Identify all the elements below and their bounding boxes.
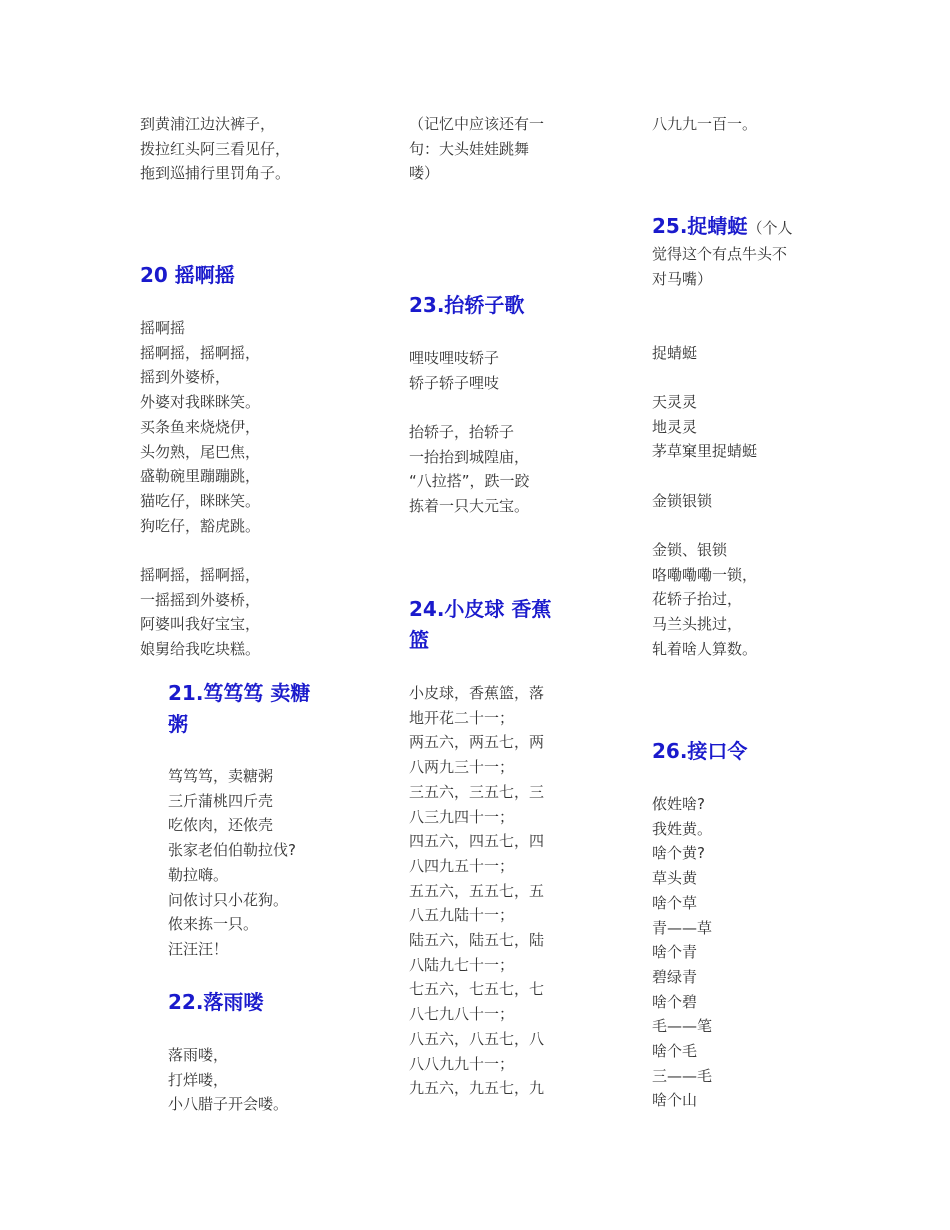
text-line: 草头黄 bbox=[652, 869, 698, 888]
text-line: 金锁、银锁 bbox=[652, 541, 728, 559]
col3-top-lines bbox=[652, 112, 757, 137]
text-line: 拖到巡捕行里罚角子。 bbox=[140, 164, 291, 183]
text-line: 句：大头娃娃跳舞 bbox=[409, 139, 530, 158]
text-line: 摇到外婆桥， bbox=[140, 368, 231, 387]
text-line: 我姓黄。 bbox=[652, 819, 713, 838]
text-line: 八八九九十一； bbox=[409, 1054, 515, 1073]
section-25-sub-title: 金锁银锁 bbox=[652, 492, 713, 510]
text-line: 咯嘞嘞嘞一锁， bbox=[652, 565, 758, 584]
text-line: 一摇摇到外婆桥， bbox=[140, 590, 261, 609]
section-26-heading: 26.接口令 bbox=[652, 739, 748, 763]
text-line: 八五六，八五七，八 bbox=[409, 1029, 545, 1048]
section-23-lines-2 bbox=[409, 420, 530, 519]
section-25-title-line: 捉蜻蜓 bbox=[652, 344, 698, 362]
section-25-note-lines bbox=[652, 242, 787, 291]
text-line: 毛——笔 bbox=[652, 1017, 713, 1036]
text-line: 摇啊摇，摇啊摇， bbox=[140, 566, 261, 584]
text-line: 轿子轿子哩吱 bbox=[409, 373, 500, 392]
text-line: 轧着啥人算数。 bbox=[652, 639, 758, 658]
text-line: 觉得这个有点牛头不 bbox=[652, 245, 788, 263]
text-line: 三五六，三五七，三 bbox=[409, 782, 545, 801]
text-line: 陆五六，陆五七，陆 bbox=[409, 931, 545, 950]
text-line: 篮 bbox=[409, 628, 429, 652]
text-line: 三——毛 bbox=[652, 1066, 713, 1085]
text-line: 猫吃仔，眯眯笑。 bbox=[140, 491, 261, 510]
section-20-lines-1 bbox=[140, 316, 260, 538]
section-22-lines bbox=[168, 1043, 288, 1117]
text-line: 勒拉嗨。 bbox=[168, 865, 229, 884]
section-24-lines bbox=[409, 681, 544, 1101]
text-line: 侬姓啥? bbox=[652, 795, 705, 813]
text-line: 到黄浦江边汏裤子， bbox=[140, 115, 276, 133]
text-line: 哩吱哩吱轿子 bbox=[409, 349, 500, 367]
text-line: 地开花二十一； bbox=[409, 708, 515, 727]
section-26-lines bbox=[652, 792, 712, 1113]
text-line: 啥个青 bbox=[652, 943, 698, 962]
text-line: 21.笃笃笃 卖糖 bbox=[168, 681, 311, 705]
text-line: 汪汪汪！ bbox=[168, 939, 229, 958]
text-line: 五五六，五五七，五 bbox=[409, 881, 545, 900]
text-line: 摇啊摇，摇啊摇， bbox=[140, 343, 261, 362]
text-line: 啥个碧 bbox=[652, 992, 698, 1011]
text-line: 两五六，两五七，两 bbox=[409, 733, 545, 752]
text-line: 八九九一百一。 bbox=[652, 115, 758, 133]
section-23-lines-1 bbox=[409, 346, 499, 395]
text-line: 青——草 bbox=[652, 918, 713, 937]
text-line: 问侬讨只小花狗。 bbox=[168, 890, 289, 909]
text-line: 拣着一只大元宝。 bbox=[409, 497, 530, 516]
text-line: 碧绿青 bbox=[652, 967, 698, 986]
text-line: 八三九四十一； bbox=[409, 807, 515, 826]
section-25-heading-line bbox=[652, 211, 792, 244]
text-line: 八陆九七十一； bbox=[409, 955, 515, 974]
section-23-heading: 23.抬轿子歌 bbox=[409, 293, 525, 317]
text-line: 落雨喽， bbox=[168, 1046, 229, 1064]
text-line: 八七九八十一； bbox=[409, 1005, 515, 1024]
section-21-lines bbox=[168, 764, 296, 962]
text-line: （记忆中应该还有一 bbox=[409, 115, 545, 133]
text-line: 一抬抬到城隍庙， bbox=[409, 447, 530, 466]
text-line: 小皮球，香蕉篮，落 bbox=[409, 684, 545, 702]
text-line: 天灵灵 bbox=[652, 393, 698, 411]
section-20-lines-2 bbox=[140, 563, 260, 662]
text-line: 地灵灵 bbox=[652, 417, 698, 436]
text-line: 七五六，七五七，七 bbox=[409, 980, 545, 999]
text-line: 八五九陆十一； bbox=[409, 906, 515, 925]
text-line: 马兰头挑过， bbox=[652, 615, 743, 634]
text-line: 啥个草 bbox=[652, 893, 698, 912]
section-21-heading bbox=[168, 678, 310, 740]
text-line: 喽） bbox=[409, 164, 440, 183]
text-line: 茅草窠里捉蜻蜓 bbox=[652, 442, 758, 461]
text-line: 阿婆叫我好宝宝， bbox=[140, 615, 261, 634]
section-22-heading: 22.落雨喽 bbox=[168, 990, 264, 1014]
text-line: 啥个山 bbox=[652, 1091, 698, 1110]
text-line: 笃笃笃，卖糖粥 bbox=[168, 767, 274, 785]
text-line: 娘舅给我吃块糕。 bbox=[140, 640, 261, 659]
text-line: 摇啊摇 bbox=[140, 319, 186, 337]
text-line: 吃侬肉，还侬壳 bbox=[168, 816, 274, 835]
text-line: “八拉搭”，跌一跤 bbox=[409, 472, 530, 491]
text-line: 三斤蒲桃四斤壳 bbox=[168, 791, 274, 810]
text-line: 八两九三十一； bbox=[409, 758, 515, 777]
text-line: 拨拉红头阿三看见仔， bbox=[140, 139, 291, 158]
section-24-heading bbox=[409, 594, 551, 656]
text-line: 啥个黄? bbox=[652, 844, 705, 863]
section-25-note-first: （个人 bbox=[747, 219, 793, 237]
section-25-lines-1 bbox=[652, 390, 757, 464]
text-line: 头勿熟，尾巴焦， bbox=[140, 442, 261, 461]
text-line: 四五六，四五七，四 bbox=[409, 832, 545, 851]
text-line: 九五六，九五七，九 bbox=[409, 1079, 545, 1098]
col2-top-lines bbox=[409, 112, 544, 186]
text-line: 花轿子抬过， bbox=[652, 590, 743, 609]
section-25-heading: 25.捉蜻蜓 bbox=[652, 214, 748, 238]
text-line: 小八腊子开会喽。 bbox=[168, 1095, 289, 1114]
col1-top-lines bbox=[140, 112, 290, 186]
text-line: 对马嘴） bbox=[652, 269, 713, 288]
text-line: 抬轿子，抬轿子 bbox=[409, 423, 515, 441]
text-line: 侬来拣一只。 bbox=[168, 915, 259, 934]
text-line: 24.小皮球 香蕉 bbox=[409, 597, 552, 621]
text-line: 外婆对我眯眯笑。 bbox=[140, 393, 261, 412]
section-25-lines-2 bbox=[652, 538, 757, 662]
text-line: 张家老伯伯勒拉伐? bbox=[168, 841, 296, 860]
text-line: 盛勒碗里蹦蹦跳， bbox=[140, 467, 261, 486]
text-line: 买条鱼来烧烧伊， bbox=[140, 417, 261, 436]
text-line: 粥 bbox=[168, 712, 188, 736]
text-line: 打烊喽， bbox=[168, 1070, 229, 1089]
text-line: 啥个毛 bbox=[652, 1042, 698, 1061]
text-line: 狗吃仔，豁虎跳。 bbox=[140, 516, 261, 535]
text-line: 八四九五十一； bbox=[409, 856, 515, 875]
section-20-heading: 20 摇啊摇 bbox=[140, 263, 235, 287]
